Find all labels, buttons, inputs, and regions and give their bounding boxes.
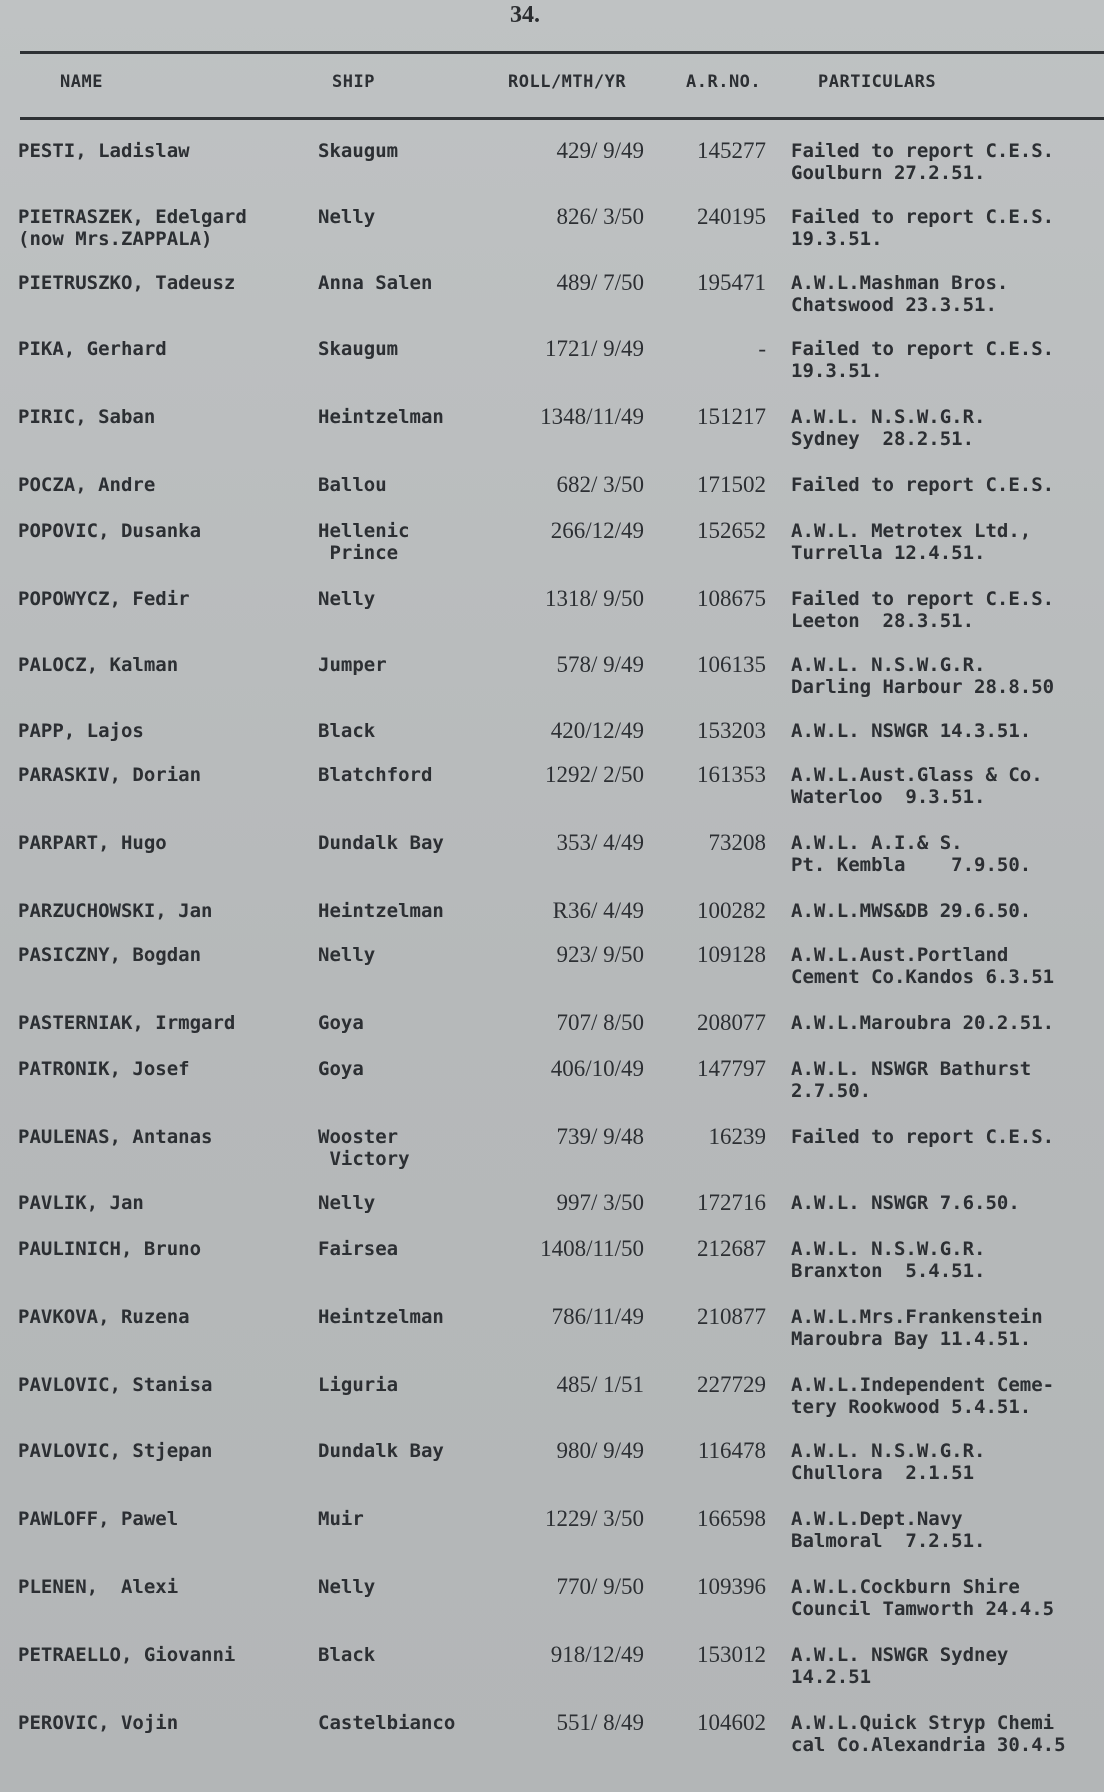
record-name: PESTI, Ladislaw [18,140,190,162]
record-roll: 1408/11/50 [540,1236,644,1261]
record-ar-number: 151217 [697,404,766,429]
record-name: POPOVIC, Dusanka [18,520,202,542]
record-roll: 420/12/49 [550,718,644,743]
record-ar-number: 152652 [697,518,766,543]
record-ship: Nelly [318,1576,376,1598]
record-roll: 266/12/49 [550,518,644,543]
record-ar-number: 240195 [697,204,766,229]
record-roll: 429/ 9/49 [556,138,644,163]
record-name: PAWLOFF, Pawel [18,1508,179,1530]
record-ship: Black [318,1644,376,1666]
record-ship: Heintzelman [318,406,444,428]
record-particulars: A.W.L. NSWGR 14.3.51. [791,720,1032,742]
record-ar-number: 227729 [697,1372,766,1397]
record-ship: Skaugum [318,140,399,162]
record-name: PIETRASZEK, Edelgard (now Mrs.ZAPPALA) [18,206,247,250]
record-ar-number: 106135 [697,652,766,677]
record-particulars: A.W.L.Quick Stryp Chemi cal Co.Alexandria 30.4.5 [791,1712,1066,1756]
record-ar-number: - [758,336,766,361]
record-ar-number: 100282 [697,898,766,923]
record-ship: Ballou [318,474,387,496]
record-particulars: Failed to report C.E.S. [791,474,1055,496]
header-name: NAME [60,72,103,92]
record-particulars: Failed to report C.E.S. 19.3.51. [791,206,1055,250]
record-ship: Heintzelman [318,900,444,922]
record-name: PARPART, Hugo [18,832,167,854]
record-particulars: A.W.L. NSWGR 7.6.50. [791,1192,1020,1214]
record-ar-number: 116478 [697,1438,766,1463]
record-roll: 1721/ 9/49 [544,336,644,361]
record-ship: Liguria [318,1374,399,1396]
header-particulars: PARTICULARS [818,72,937,92]
record-ship: Goya [318,1012,364,1034]
record-ar-number: 109128 [697,942,766,967]
page-number: 34. [510,2,540,28]
record-ship: Skaugum [318,338,399,360]
record-roll: 1229/ 3/50 [544,1506,644,1531]
record-ar-number: 172716 [697,1190,766,1215]
record-particulars: A.W.L.Mashman Bros. Chatswood 23.3.51. [791,272,1009,316]
record-ship: Nelly [318,1192,376,1214]
record-ar-number: 212687 [697,1236,766,1261]
record-ship: Dundalk Bay [318,1440,444,1462]
record-ship: Fairsea [318,1238,399,1260]
record-ship: Nelly [318,206,376,228]
record-ar-number: 153012 [697,1642,766,1667]
record-roll: 923/ 9/50 [556,942,644,967]
record-particulars: Failed to report C.E.S. 19.3.51. [791,338,1055,382]
record-ar-number: 145277 [697,138,766,163]
record-particulars: A.W.L.Aust.Portland Cement Co.Kandos 6.3.51 [791,944,1055,988]
record-name: PARZUCHOWSKI, Jan [18,900,213,922]
record-ship: Castelbianco [318,1712,456,1734]
record-name: PARASKIV, Dorian [18,764,202,786]
record-name: PATRONIK, Josef [18,1058,190,1080]
record-ship: Dundalk Bay [318,832,444,854]
record-particulars: A.W.L.Mrs.Frankenstein Maroubra Bay 11.4.51. [791,1306,1043,1350]
record-ar-number: 153203 [697,718,766,743]
record-name: PETRAELLO, Giovanni [18,1644,236,1666]
record-roll: 578/ 9/49 [556,652,644,677]
record-name: PAULINICH, Bruno [18,1238,202,1260]
record-particulars: A.W.L.Aust.Glass & Co. Waterloo 9.3.51. [791,764,1043,808]
record-particulars: A.W.L. NSWGR Bathurst 2.7.50. [791,1058,1032,1102]
record-roll: 1292/ 2/50 [544,762,644,787]
record-roll: 1348/11/49 [540,404,644,429]
record-roll: 406/10/49 [550,1056,644,1081]
record-ar-number: 16239 [708,1124,766,1149]
record-ship: Nelly [318,944,376,966]
record-particulars: A.W.L. N.S.W.G.R. Chullora 2.1.51 [791,1440,986,1484]
record-ship: Anna Salen [318,272,433,294]
record-name: PALOCZ, Kalman [18,654,179,676]
record-roll: 826/ 3/50 [556,204,644,229]
header-ar-number: A.R.NO. [686,72,762,92]
record-ship: Goya [318,1058,364,1080]
record-particulars: A.W.L.Independent Ceme- tery Rookwood 5.4.51. [791,1374,1055,1418]
record-particulars: A.W.L.Cockburn Shire Council Tamworth 24.4.5 [791,1576,1055,1620]
record-ar-number: 161353 [697,762,766,787]
record-name: PEROVIC, Vojin [18,1712,179,1734]
record-ship: Wooster Victory [318,1126,410,1170]
record-ship: Black [318,720,376,742]
record-particulars: A.W.L. N.S.W.G.R. Sydney 28.2.51. [791,406,986,450]
record-particulars: A.W.L.Dept.Navy Balmoral 7.2.51. [791,1508,986,1552]
record-particulars: Failed to report C.E.S. Goulburn 27.2.51. [791,140,1055,184]
record-name: PAVLIK, Jan [18,1192,144,1214]
record-name: PAVLOVIC, Stjepan [18,1440,213,1462]
record-ar-number: 104602 [697,1710,766,1735]
record-roll: 739/ 9/48 [556,1124,644,1149]
record-ar-number: 108675 [697,586,766,611]
record-name: PIETRUSZKO, Tadeusz [18,272,236,294]
record-ship: Nelly [318,588,376,610]
record-particulars: Failed to report C.E.S. [791,1126,1055,1148]
record-roll: 980/ 9/49 [556,1438,644,1463]
record-roll: 918/12/49 [550,1642,644,1667]
record-ar-number: 208077 [697,1010,766,1035]
record-particulars: A.W.L. A.I.& S. Pt. Kembla 7.9.50. [791,832,1032,876]
record-particulars: A.W.L. N.S.W.G.R. Branxton 5.4.51. [791,1238,986,1282]
record-roll: 707/ 8/50 [556,1010,644,1035]
record-ar-number: 166598 [697,1506,766,1531]
record-particulars: A.W.L. Metrotex Ltd., Turrella 12.4.51. [791,520,1032,564]
record-ar-number: 109396 [697,1574,766,1599]
record-roll: 682/ 3/50 [556,472,644,497]
record-ar-number: 73208 [708,830,766,855]
record-name: PASICZNY, Bogdan [18,944,202,966]
record-particulars: Failed to report C.E.S. Leeton 28.3.51. [791,588,1055,632]
record-particulars: A.W.L. NSWGR Sydney 14.2.51 [791,1644,1009,1688]
record-particulars: A.W.L. N.S.W.G.R. Darling Harbour 28.8.50 [791,654,1055,698]
header-ship: SHIP [332,72,375,92]
record-particulars: A.W.L.MWS&DB 29.6.50. [791,900,1032,922]
record-roll: 551/ 8/49 [556,1710,644,1735]
record-name: POCZA, Andre [18,474,156,496]
record-name: POPOWYCZ, Fedir [18,588,190,610]
record-roll: 786/11/49 [551,1304,644,1329]
record-ar-number: 210877 [697,1304,766,1329]
record-name: PASTERNIAK, Irmgard [18,1012,236,1034]
record-ship: Heintzelman [318,1306,444,1328]
record-roll: 489/ 7/50 [556,270,644,295]
record-name: PIRIC, Saban [18,406,156,428]
record-roll: 353/ 4/49 [556,830,644,855]
record-name: PLENEN, Alexi [18,1576,179,1598]
record-ar-number: 147797 [697,1056,766,1081]
record-roll: 997/ 3/50 [556,1190,644,1215]
record-name: PAVKOVA, Ruzena [18,1306,190,1328]
record-particulars: A.W.L.Maroubra 20.2.51. [791,1012,1055,1034]
record-roll: 770/ 9/50 [556,1574,644,1599]
header-roll: ROLL/MTH/YR [508,72,627,92]
record-name: PIKA, Gerhard [18,338,167,360]
record-roll: 1318/ 9/50 [544,586,644,611]
record-ar-number: 171502 [697,472,766,497]
record-ship: Muir [318,1508,364,1530]
record-name: PAPP, Lajos [18,720,144,742]
record-name: PAULENAS, Antanas [18,1126,213,1148]
record-roll: 485/ 1/51 [556,1372,644,1397]
record-name: PAVLOVIC, Stanisa [18,1374,213,1396]
record-roll: R36/ 4/49 [552,898,644,923]
record-ship: Hellenic Prince [318,520,410,564]
record-ship: Blatchford [318,764,433,786]
record-ar-number: 195471 [697,270,766,295]
record-ship: Jumper [318,654,387,676]
